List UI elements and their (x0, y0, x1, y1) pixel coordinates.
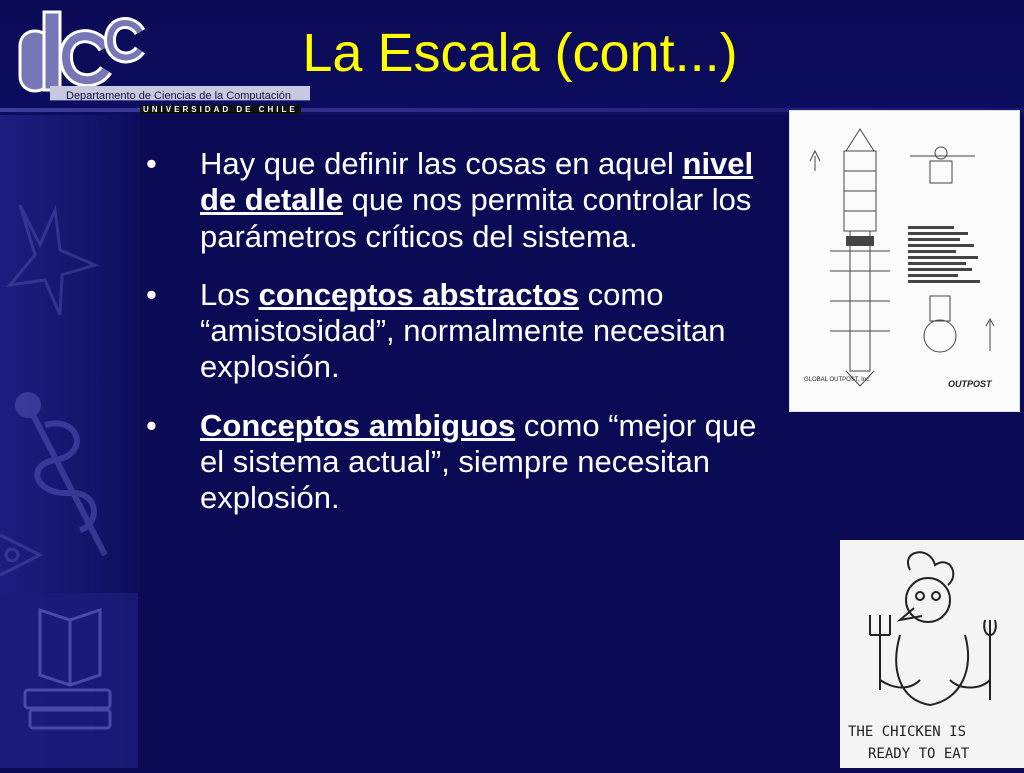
space-station-drawing (790, 111, 1019, 411)
bullet-text: Hay que definir las cosas en aquel (200, 146, 683, 181)
station-footer-left: GLOBAL OUTPOST, Inc. (804, 377, 871, 383)
bullet-item (146, 408, 786, 517)
eye-icon (0, 535, 40, 575)
logo-department: Departamento de Ciencias de la Computación (66, 90, 292, 102)
bullet-text: Los (200, 276, 259, 312)
bullet-text: como “mejor que el sistema actual”, siempre necesitan explosión. (200, 407, 757, 516)
bullet-item (146, 146, 786, 255)
chicken-caption-line2: READY TO EAT (868, 746, 970, 762)
bullet-text: que nos permita controlar los parámetros críticos del sistema. (200, 182, 752, 254)
slide-title: La Escala (cont...) (302, 23, 738, 83)
star-icon (10, 205, 95, 315)
bullet-item (146, 277, 786, 386)
decorative-icons (0, 115, 140, 768)
chicken-caption-line1: THE CHICKEN IS (848, 724, 967, 740)
station-footer-right: OUTPOST (948, 379, 992, 389)
bullet-list (146, 146, 786, 538)
chicken-drawing (840, 540, 1024, 768)
caduceus-icon (18, 395, 105, 555)
bullet-emphasis: Conceptos ambiguos (200, 407, 516, 443)
bullet-marker: • (146, 407, 157, 443)
space-station-diagram (789, 110, 1020, 412)
chicken-cartoon (840, 540, 1024, 768)
bullet-text: como “amistosidad”, normalmente necesitan explosión. (200, 276, 726, 385)
bullet-marker: • (146, 276, 157, 312)
bullet-emphasis: conceptos abstractos (258, 276, 580, 312)
logo-university: UNIVERSIDAD DE CHILE (140, 105, 301, 114)
bullet-marker: • (146, 146, 157, 181)
bullet-emphasis: nivel de detalle (200, 146, 754, 218)
